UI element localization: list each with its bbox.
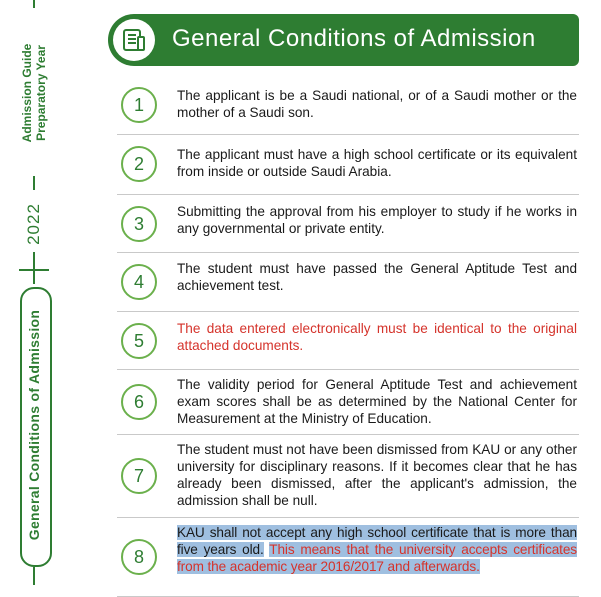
sidebar-top-line [33,0,35,8]
conditions-list [117,76,579,597]
condition-text: Submitting the approval from his employer to study if he works in any governmental or private entity. [177,204,577,236]
condition-number: 8 [121,539,157,575]
condition-row-4 [117,253,579,312]
guide-line-2: Preparatory Year [34,45,48,141]
sidebar-year: 2022 [24,203,43,245]
sidebar [0,0,70,585]
condition-text [177,524,577,575]
condition-text: The applicant must have a high school certificate or its equivalent from inside or outside Saudi Arabia. [177,147,577,179]
page-title: General Conditions of Admission [172,25,536,52]
sidebar-section-label: General Conditions of Admission [26,309,42,541]
condition-row-1 [117,76,579,135]
condition-row-5 [117,312,579,370]
guide-line-1: Admission Guide [20,43,34,143]
header-banner [108,14,579,66]
condition-row-7 [117,435,579,518]
sidebar-middle-line [33,252,35,284]
sidebar-guide-title [20,44,48,143]
condition-text: The applicant is be a Saudi national, or of a Saudi mother or the mother of a Saudi son. [177,88,577,120]
condition-number: 7 [121,458,157,494]
condition-number: 1 [121,87,157,123]
condition-text: The data entered electronically must be identical to the original attached documents. [177,321,577,353]
condition-number: 3 [121,206,157,242]
condition-row-2 [117,135,579,195]
highlighted-red-text: This means that the university accepts certificates from the academic year 2016/2017 and afterwards. [177,542,577,574]
condition-text: The validity period for General Aptitude Test and achievement exam scores shall be as determined by the National Center for Measurement at the Ministry of Education. [177,377,577,426]
sidebar-bottom-line [33,567,35,585]
condition-row-8 [117,518,579,597]
sidebar-tick [19,269,49,271]
condition-text: The student must have passed the General Aptitude Test and achievement test. [177,261,577,293]
sidebar-divider [33,176,35,190]
condition-number: 2 [121,146,157,182]
condition-row-3 [117,195,579,253]
condition-number: 5 [121,323,157,359]
condition-number: 6 [121,384,157,420]
highlighted-text: KAU shall not accept any high school certificate that is more than five years old. [177,525,577,557]
document-list-icon [113,19,155,61]
condition-text: The student must not have been dismissed from KAU or any other university for disciplinary reasons. If it becomes clear that he has already been dismissed, after the applicant's admission, the admission shall be null. [177,442,577,508]
condition-row-6 [117,370,579,435]
condition-number: 4 [121,264,157,300]
